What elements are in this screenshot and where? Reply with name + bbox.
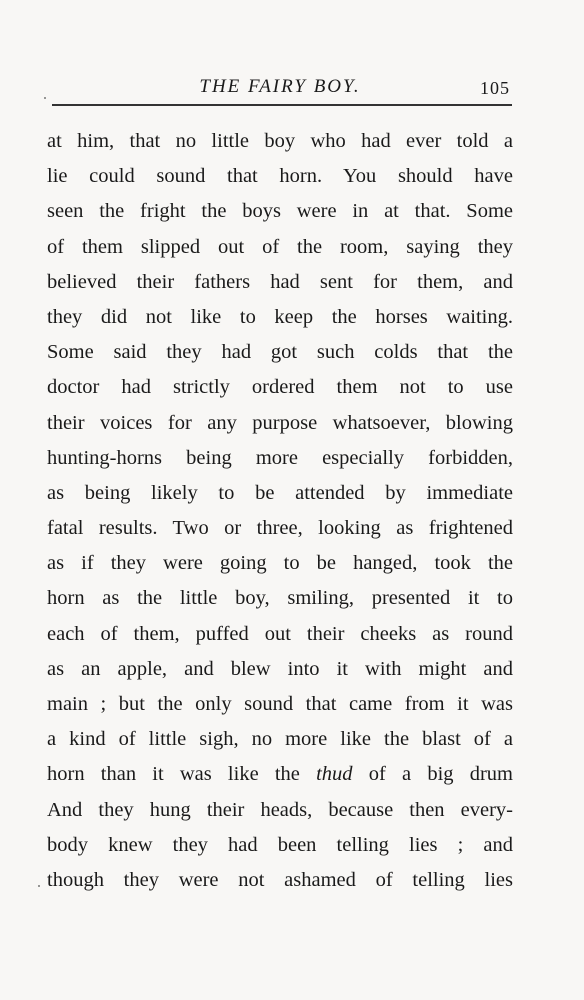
text-line: as an apple, and blew into it with might and: [47, 657, 513, 680]
text-line: as if they were going to be hanged, took the: [47, 552, 513, 575]
text-line: main ; but the only sound that came from it was: [47, 693, 513, 715]
text-line-with-emphasis: [47, 757, 513, 792]
page-number: 105: [480, 78, 510, 98]
page-header: [48, 68, 512, 98]
text-line-end: of a big drum: [352, 763, 513, 786]
text-line: of them slipped out of the room, saying they: [47, 235, 513, 258]
text-line: believed their fathers had sent for them, and: [47, 270, 513, 293]
text-line: hunting-horns being more especially forbidden,: [47, 446, 513, 469]
header-rule: [52, 104, 512, 106]
text-line: And they hung their heads, because then every-: [47, 798, 513, 821]
text-line: at him, that no little boy who had ever told a: [47, 130, 513, 152]
text-line: though they were not ashamed of telling lies: [47, 868, 513, 891]
text-line: fatal results. Two or three, looking as frightened: [47, 517, 513, 540]
text-line: lie could sound that horn. You should have: [47, 165, 513, 188]
text-line: they did not like to keep the horses waiting.: [47, 305, 513, 328]
margin-speck: [44, 97, 46, 99]
running-title: THE FAIRY BOY.: [199, 76, 361, 97]
emphasized-word: thud: [316, 763, 353, 786]
text-line: seen the fright the boys were in at that. Some: [47, 200, 513, 223]
text-line: horn as the little boy, smiling, presented it to: [47, 587, 513, 610]
text-line: a kind of little sigh, no more like the blast of a: [47, 728, 513, 751]
text-line: their voices for any purpose whatsoever, blowing: [47, 411, 513, 434]
body-text: [47, 124, 513, 898]
text-line: doctor had strictly ordered them not to use: [47, 376, 513, 399]
text-line: each of them, puffed out their cheeks as round: [47, 622, 513, 645]
margin-speck: [38, 885, 40, 887]
text-line-start: horn than it was like the: [47, 763, 317, 786]
text-line: as being likely to be attended by immediate: [47, 481, 513, 504]
text-line: body knew they had been telling lies ; and: [47, 833, 513, 856]
text-line: Some said they had got such colds that the: [47, 341, 513, 364]
